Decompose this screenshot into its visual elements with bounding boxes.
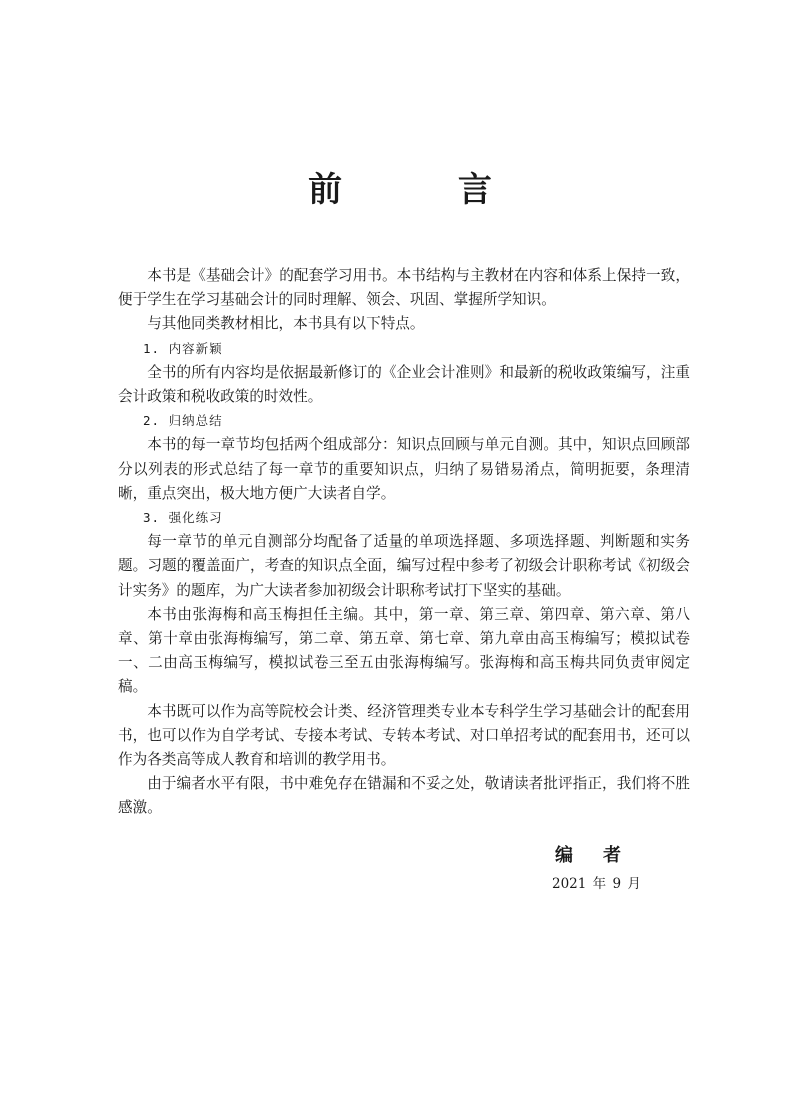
date: 2021 年 9 月 (552, 876, 641, 892)
feature-heading-1: 1. 内容新颖 (143, 340, 223, 356)
page-title: 前 言 (308, 170, 544, 210)
preface-body (118, 264, 690, 821)
paragraph-comparison: 与其他同类教材相比，本书具有以下特点。 (147, 315, 425, 333)
paragraph-feature-1: 全书的所有内容均是依据最新修订的《企业会计准则》和最新的税收政策编写，注重会计政策和税收政策的时效性。 (118, 363, 690, 406)
paragraph-authors: 本书由张海梅和高玉梅担任主编。其中，第一章、第三章、第四章、第六章、第八章、第十章由张海梅编写，第二章、第五章、第七章、第九章由高玉梅编写；模拟试卷一、二由高玉梅编写，模拟试卷三至五由张海梅编写。张海梅和高玉梅共同负责审阅定稿。 (118, 605, 690, 696)
paragraph-closing: 由于编者水平有限，书中难免存在错漏和不妥之处，敬请读者批评指正，我们将不胜感激。 (118, 775, 690, 817)
paragraph-usage: 本书既可以作为高等院校会计类、经济管理类专业本专科学生学习基础会计的配套用书，也可以作为自学考试、专接本考试、专转本考试、对口单招考试的配套用书，还可以作为各类高等成人教育和培训的教学用书。 (118, 702, 690, 769)
paragraph-feature-2: 本书的每一章节均包括两个组成部分：知识点回顾与单元自测。其中，知识点回顾部分以列表的形式总结了每一章节的重要知识点，归纳了易错易淆点，简明扼要，条理清晰，重点突出，极大地方便广大读者自学。 (118, 436, 690, 502)
paragraph-intro: 本书是《基础会计》的配套学习用书。本书结构与主教材在内容和体系上保持一致，便于学生在学习基础会计的同时理解、领会、巩固、掌握所学知识。 (118, 267, 690, 309)
feature-heading-3: 3. 强化练习 (143, 510, 223, 526)
feature-heading-2: 2. 归纳总结 (143, 413, 223, 429)
paragraph-feature-3: 每一章节的单元自测部分均配备了适量的单项选择题、多项选择题、判断题和实务题。习题的覆盖面广，考查的知识点全面，编写过程中参考了初级会计职称考试《初级会计实务》的题库，为广大读者参加初级会计职称考试打下坚实的基础。 (118, 533, 690, 599)
signature: 编者 (555, 845, 651, 866)
